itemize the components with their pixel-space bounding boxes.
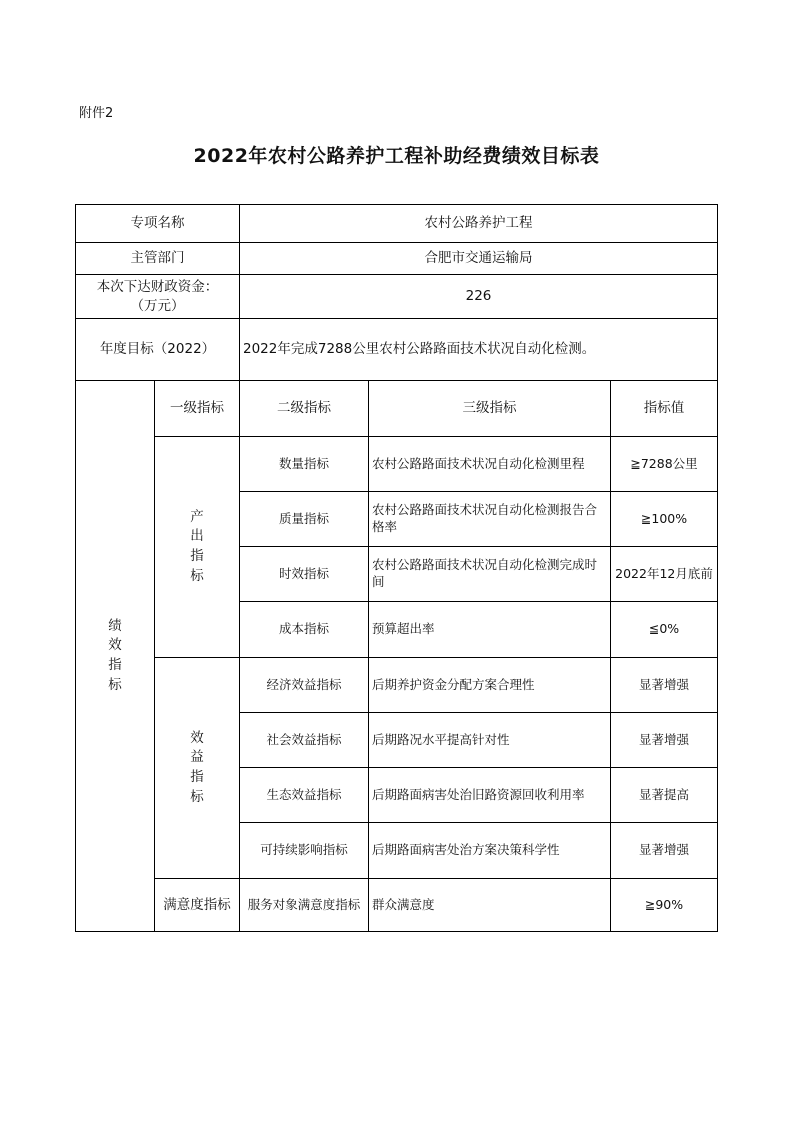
level2-cell: 生态效益指标 <box>240 768 369 823</box>
level3-cell: 后期路面病害处治旧路资源回收利用率 <box>369 768 611 823</box>
annual-goal-value: 2022年完成7288公里农村公路路面技术状况自动化检测。 <box>240 319 718 381</box>
level2-cell: 时效指标 <box>240 547 369 602</box>
output-indicator-text: 产出指标 <box>190 508 204 584</box>
level2-cell: 可持续影响指标 <box>240 823 369 879</box>
funds-value: 226 <box>240 275 718 319</box>
table-row <box>76 658 718 713</box>
level3-cell: 后期路面病害处治方案决策科学性 <box>369 823 611 879</box>
annual-goal-row <box>76 319 718 381</box>
value-cell: ≦0% <box>611 602 718 658</box>
department-row <box>76 243 718 275</box>
benefit-indicator-label <box>155 658 240 879</box>
level2-cell: 数量指标 <box>240 437 369 492</box>
value-cell: 2022年12月底前 <box>611 547 718 602</box>
output-indicator-label <box>155 437 240 658</box>
level3-cell: 农村公路路面技术状况自动化检测完成时间 <box>369 547 611 602</box>
level3-cell: 后期路况水平提高针对性 <box>369 713 611 768</box>
header-level2: 二级指标 <box>240 381 369 437</box>
level2-cell: 社会效益指标 <box>240 713 369 768</box>
department-label: 主管部门 <box>76 243 240 275</box>
satisfaction-level3: 群众满意度 <box>369 879 611 932</box>
performance-section-label <box>76 381 155 932</box>
satisfaction-row <box>76 879 718 932</box>
project-name-label: 专项名称 <box>76 205 240 243</box>
table-row <box>76 437 718 492</box>
satisfaction-value: ≧90% <box>611 879 718 932</box>
level2-cell: 成本指标 <box>240 602 369 658</box>
funds-label-line2: （万元） <box>130 297 185 314</box>
funds-label-line1: 本次下达财政资金： <box>96 279 219 296</box>
performance-target-table <box>75 204 718 932</box>
header-level3: 三级指标 <box>369 381 611 437</box>
value-cell: 显著提高 <box>611 768 718 823</box>
funds-label <box>76 275 240 319</box>
value-cell: 显著增强 <box>611 823 718 879</box>
header-value: 指标值 <box>611 381 718 437</box>
value-cell: 显著增强 <box>611 713 718 768</box>
satisfaction-level2: 服务对象满意度指标 <box>240 879 369 932</box>
value-cell: 显著增强 <box>611 658 718 713</box>
value-cell: ≧7288公里 <box>611 437 718 492</box>
benefit-indicator-text: 效益指标 <box>190 729 204 805</box>
level3-cell: 农村公路路面技术状况自动化检测报告合格率 <box>369 492 611 547</box>
header-level1: 一级指标 <box>155 381 240 437</box>
satisfaction-level1: 满意度指标 <box>155 879 240 932</box>
page-title: 2022年农村公路养护工程补助经费绩效目标表 <box>193 145 600 167</box>
funds-row <box>76 275 718 319</box>
project-name-value: 农村公路养护工程 <box>240 205 718 243</box>
department-value: 合肥市交通运输局 <box>240 243 718 275</box>
annual-goal-label: 年度目标（2022） <box>76 319 240 381</box>
level3-cell: 后期养护资金分配方案合理性 <box>369 658 611 713</box>
level3-cell: 农村公路路面技术状况自动化检测里程 <box>369 437 611 492</box>
performance-section-text: 绩效指标 <box>108 617 122 693</box>
indicator-header-row <box>76 381 718 437</box>
project-name-row <box>76 205 718 243</box>
level3-cell: 预算超出率 <box>369 602 611 658</box>
level2-cell: 经济效益指标 <box>240 658 369 713</box>
value-cell: ≧100% <box>611 492 718 547</box>
level2-cell: 质量指标 <box>240 492 369 547</box>
attachment-label: 附件2 <box>79 106 114 121</box>
